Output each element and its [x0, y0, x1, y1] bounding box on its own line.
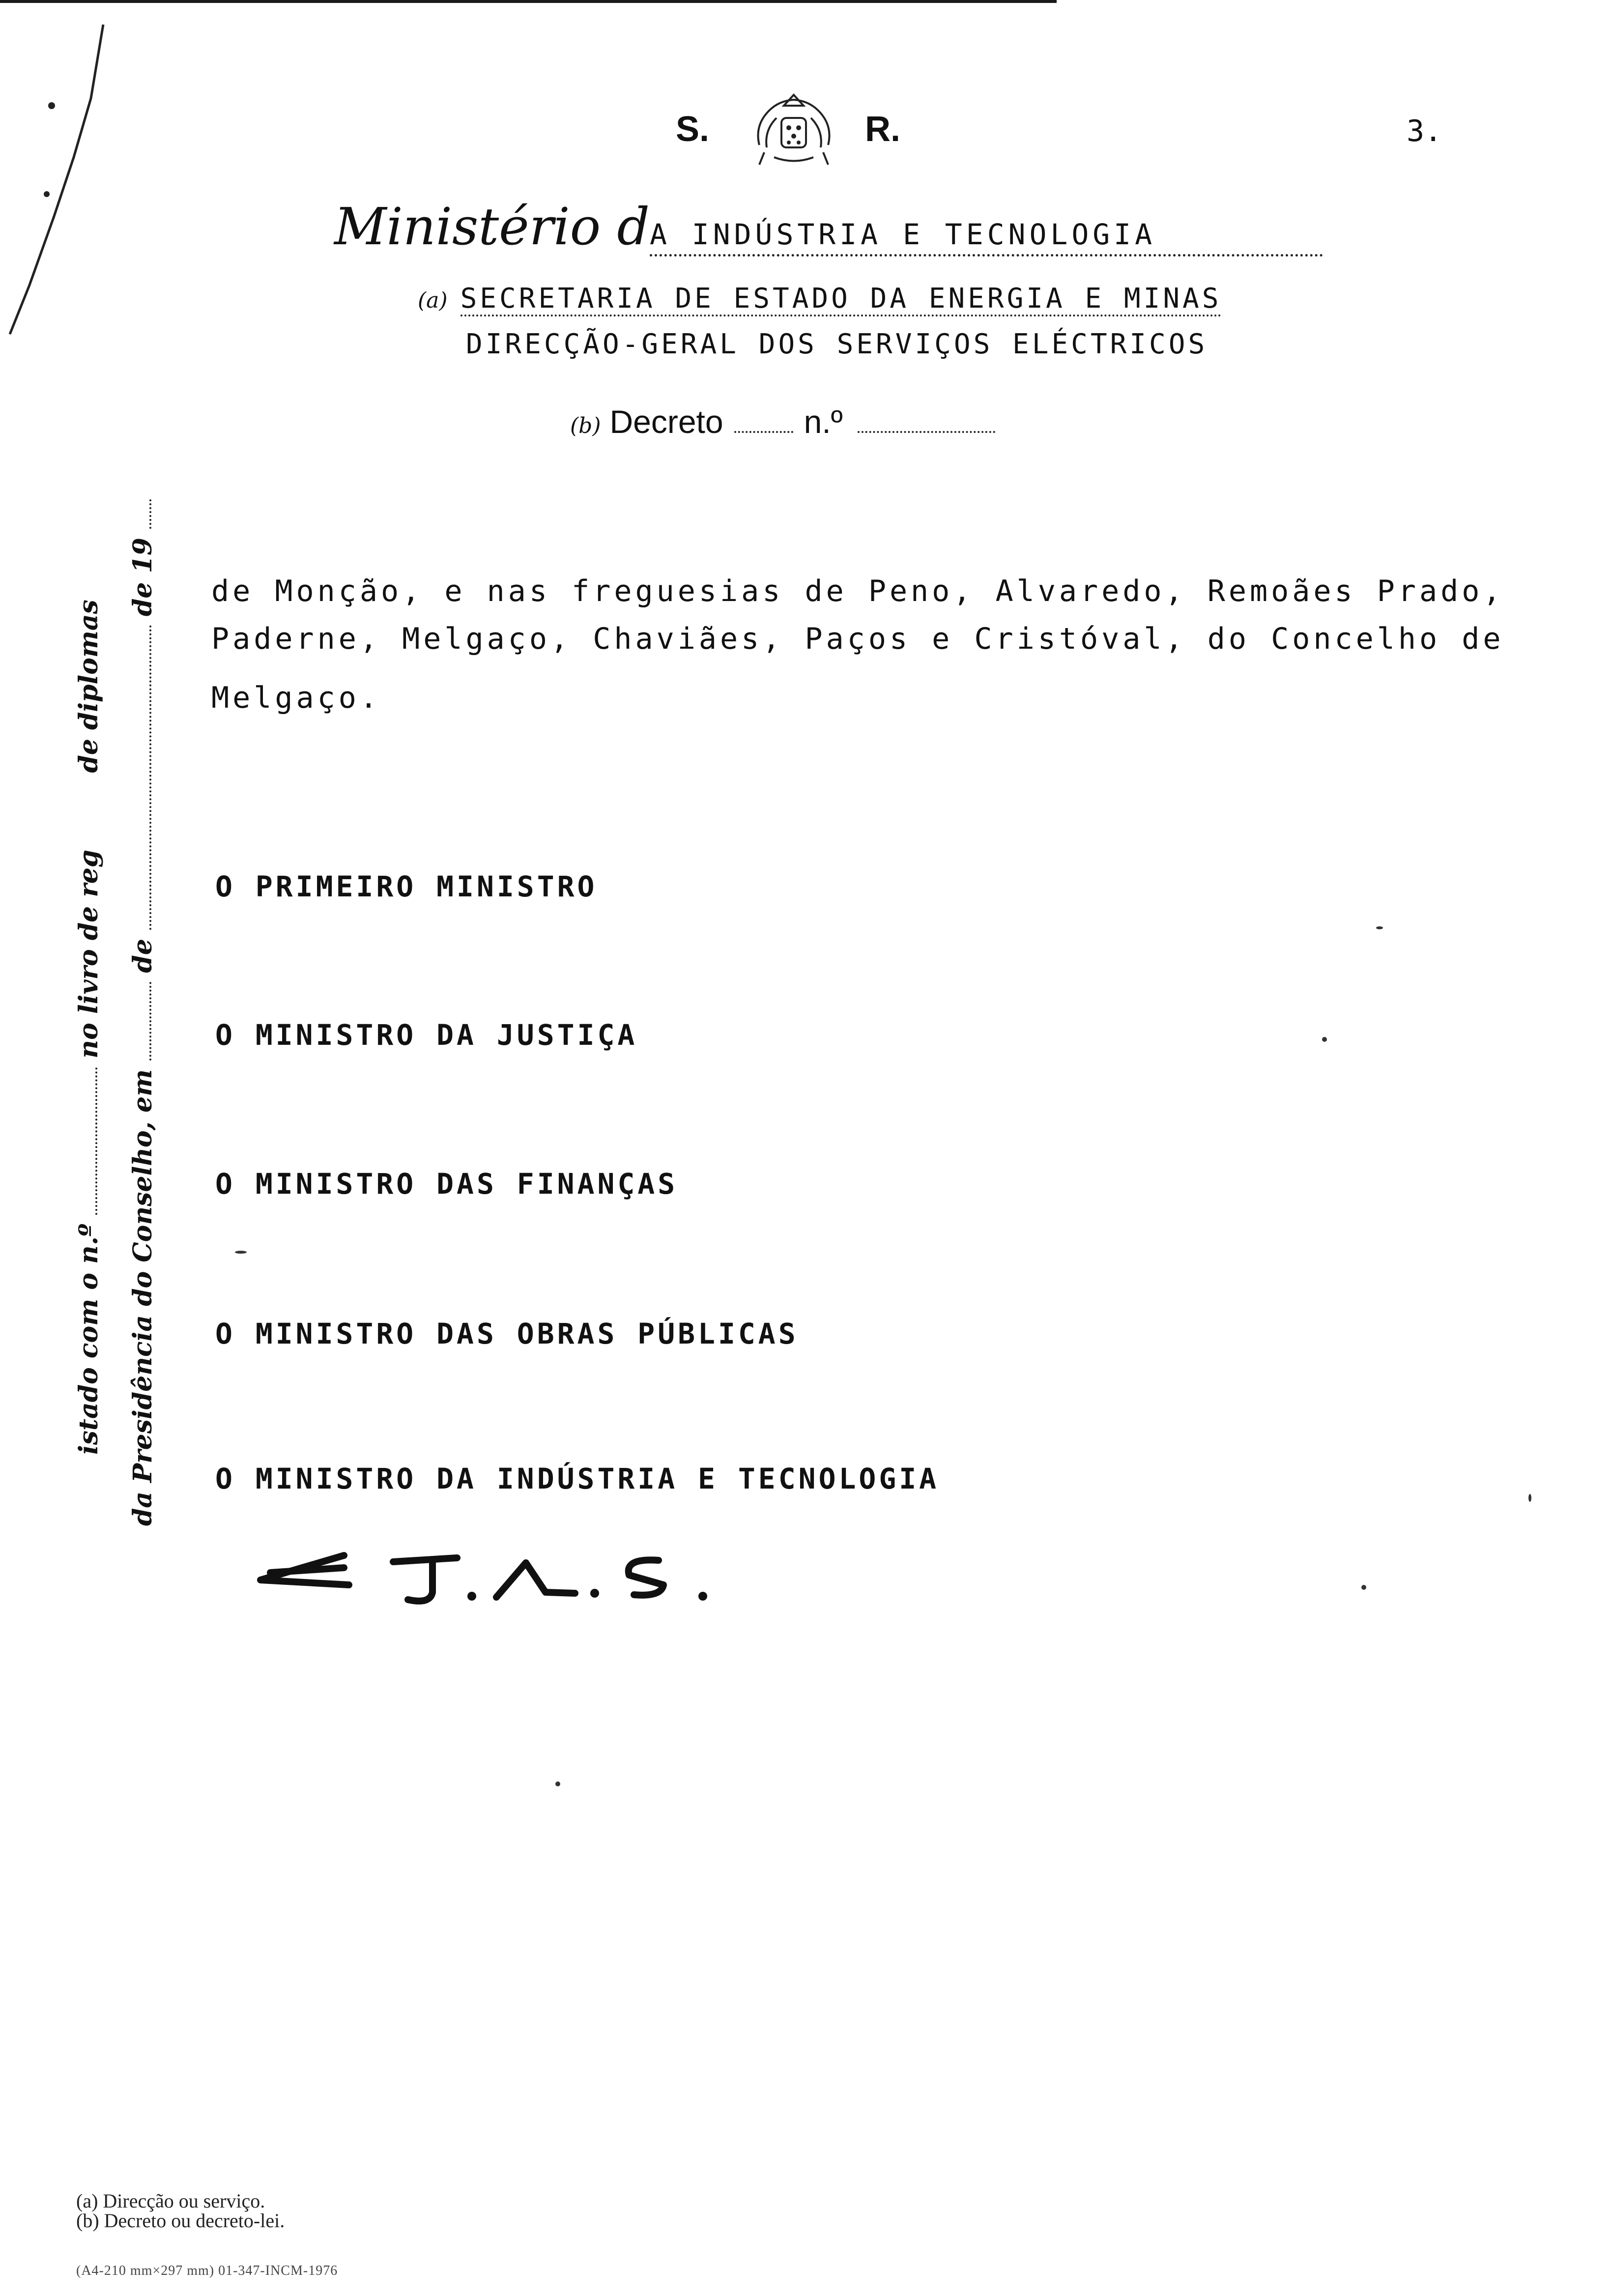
margin-registration-line-1 — [74, 600, 104, 1455]
margin-text-2b: de — [128, 939, 158, 973]
decreto-number-blank — [858, 431, 995, 433]
secretaria-name: SECRETARIA DE ESTADO DA ENERGIA E MINAS — [461, 283, 1222, 316]
decreto-number-label: n.º — [804, 403, 843, 440]
body-line-1: de Monção, e nas freguesias de Peno, Alvaredo, Remoães Prado, — [211, 574, 1504, 608]
margin-text-1c: de diplomas — [74, 600, 104, 773]
footnote-mark-a: (a) — [418, 288, 448, 313]
signatory-primeiro-ministro: O PRIMEIRO MINISTRO — [215, 870, 598, 903]
scan-speck — [1376, 926, 1383, 929]
margin-text-2c: de 19 — [128, 538, 158, 616]
header-s: S. — [676, 110, 710, 149]
signatory-ministro-industria: O MINISTRO DA INDÚSTRIA E TECNOLOGIA — [215, 1462, 940, 1495]
direccao-geral-line: DIRECÇÃO-GERAL DOS SERVIÇOS ELÉCTRICOS — [466, 328, 1208, 360]
margin-blank-2b — [149, 625, 151, 930]
footnote-a: (a) Direcção ou serviço. — [76, 2190, 265, 2212]
margin-text-1b: no livro de reg — [74, 849, 104, 1059]
margin-blank-2a — [149, 982, 151, 1061]
handwritten-signature — [251, 1538, 722, 1612]
signatory-ministro-obras-publicas: O MINISTRO DAS OBRAS PÚBLICAS — [215, 1317, 799, 1350]
scan-speck — [555, 1781, 560, 1786]
scan-speck — [235, 1251, 247, 1254]
margin-text-2a: da Presidência do Conselho, em — [128, 1069, 158, 1526]
scan-speck — [1322, 1037, 1327, 1042]
decreto-line — [570, 403, 995, 440]
margin-blank-1a — [95, 1067, 97, 1215]
coat-of-arms-icon — [740, 91, 848, 170]
margin-pen-stroke — [0, 10, 128, 354]
body-line-2: Paderne, Melgaço, Chaviães, Paços e Cristóval, do Concelho de — [211, 622, 1504, 656]
signatory-ministro-justica: O MINISTRO DA JUSTIÇA — [215, 1018, 638, 1052]
header-r: R. — [865, 110, 900, 149]
scan-speck — [1528, 1494, 1531, 1502]
body-line-3: Melgaço. — [211, 681, 381, 715]
print-reference: (A4-210 mm×297 mm) 01-347-INCM-1976 — [76, 2263, 338, 2278]
ministry-name: A INDÚSTRIA E TECNOLOGIA — [650, 218, 1323, 257]
ministry-heading — [334, 197, 1323, 257]
decreto-label: Decreto — [609, 403, 723, 440]
ministry-prefix: Ministério d — [334, 197, 650, 257]
footnote-b: (b) Decreto ou decreto-lei. — [76, 2210, 285, 2232]
margin-blank-2c — [149, 499, 151, 529]
secretaria-line — [418, 283, 1221, 315]
page-number: 3. — [1407, 114, 1442, 148]
footnote-mark-b: (b) — [570, 413, 601, 438]
margin-text-1a: istado com o n.º — [74, 1223, 104, 1455]
top-border — [0, 0, 1057, 3]
decreto-blank — [734, 431, 793, 433]
signatory-ministro-financas: O MINISTRO DAS FINANÇAS — [215, 1167, 678, 1201]
margin-registration-line-2 — [128, 499, 158, 1526]
scan-speck — [1361, 1585, 1366, 1590]
